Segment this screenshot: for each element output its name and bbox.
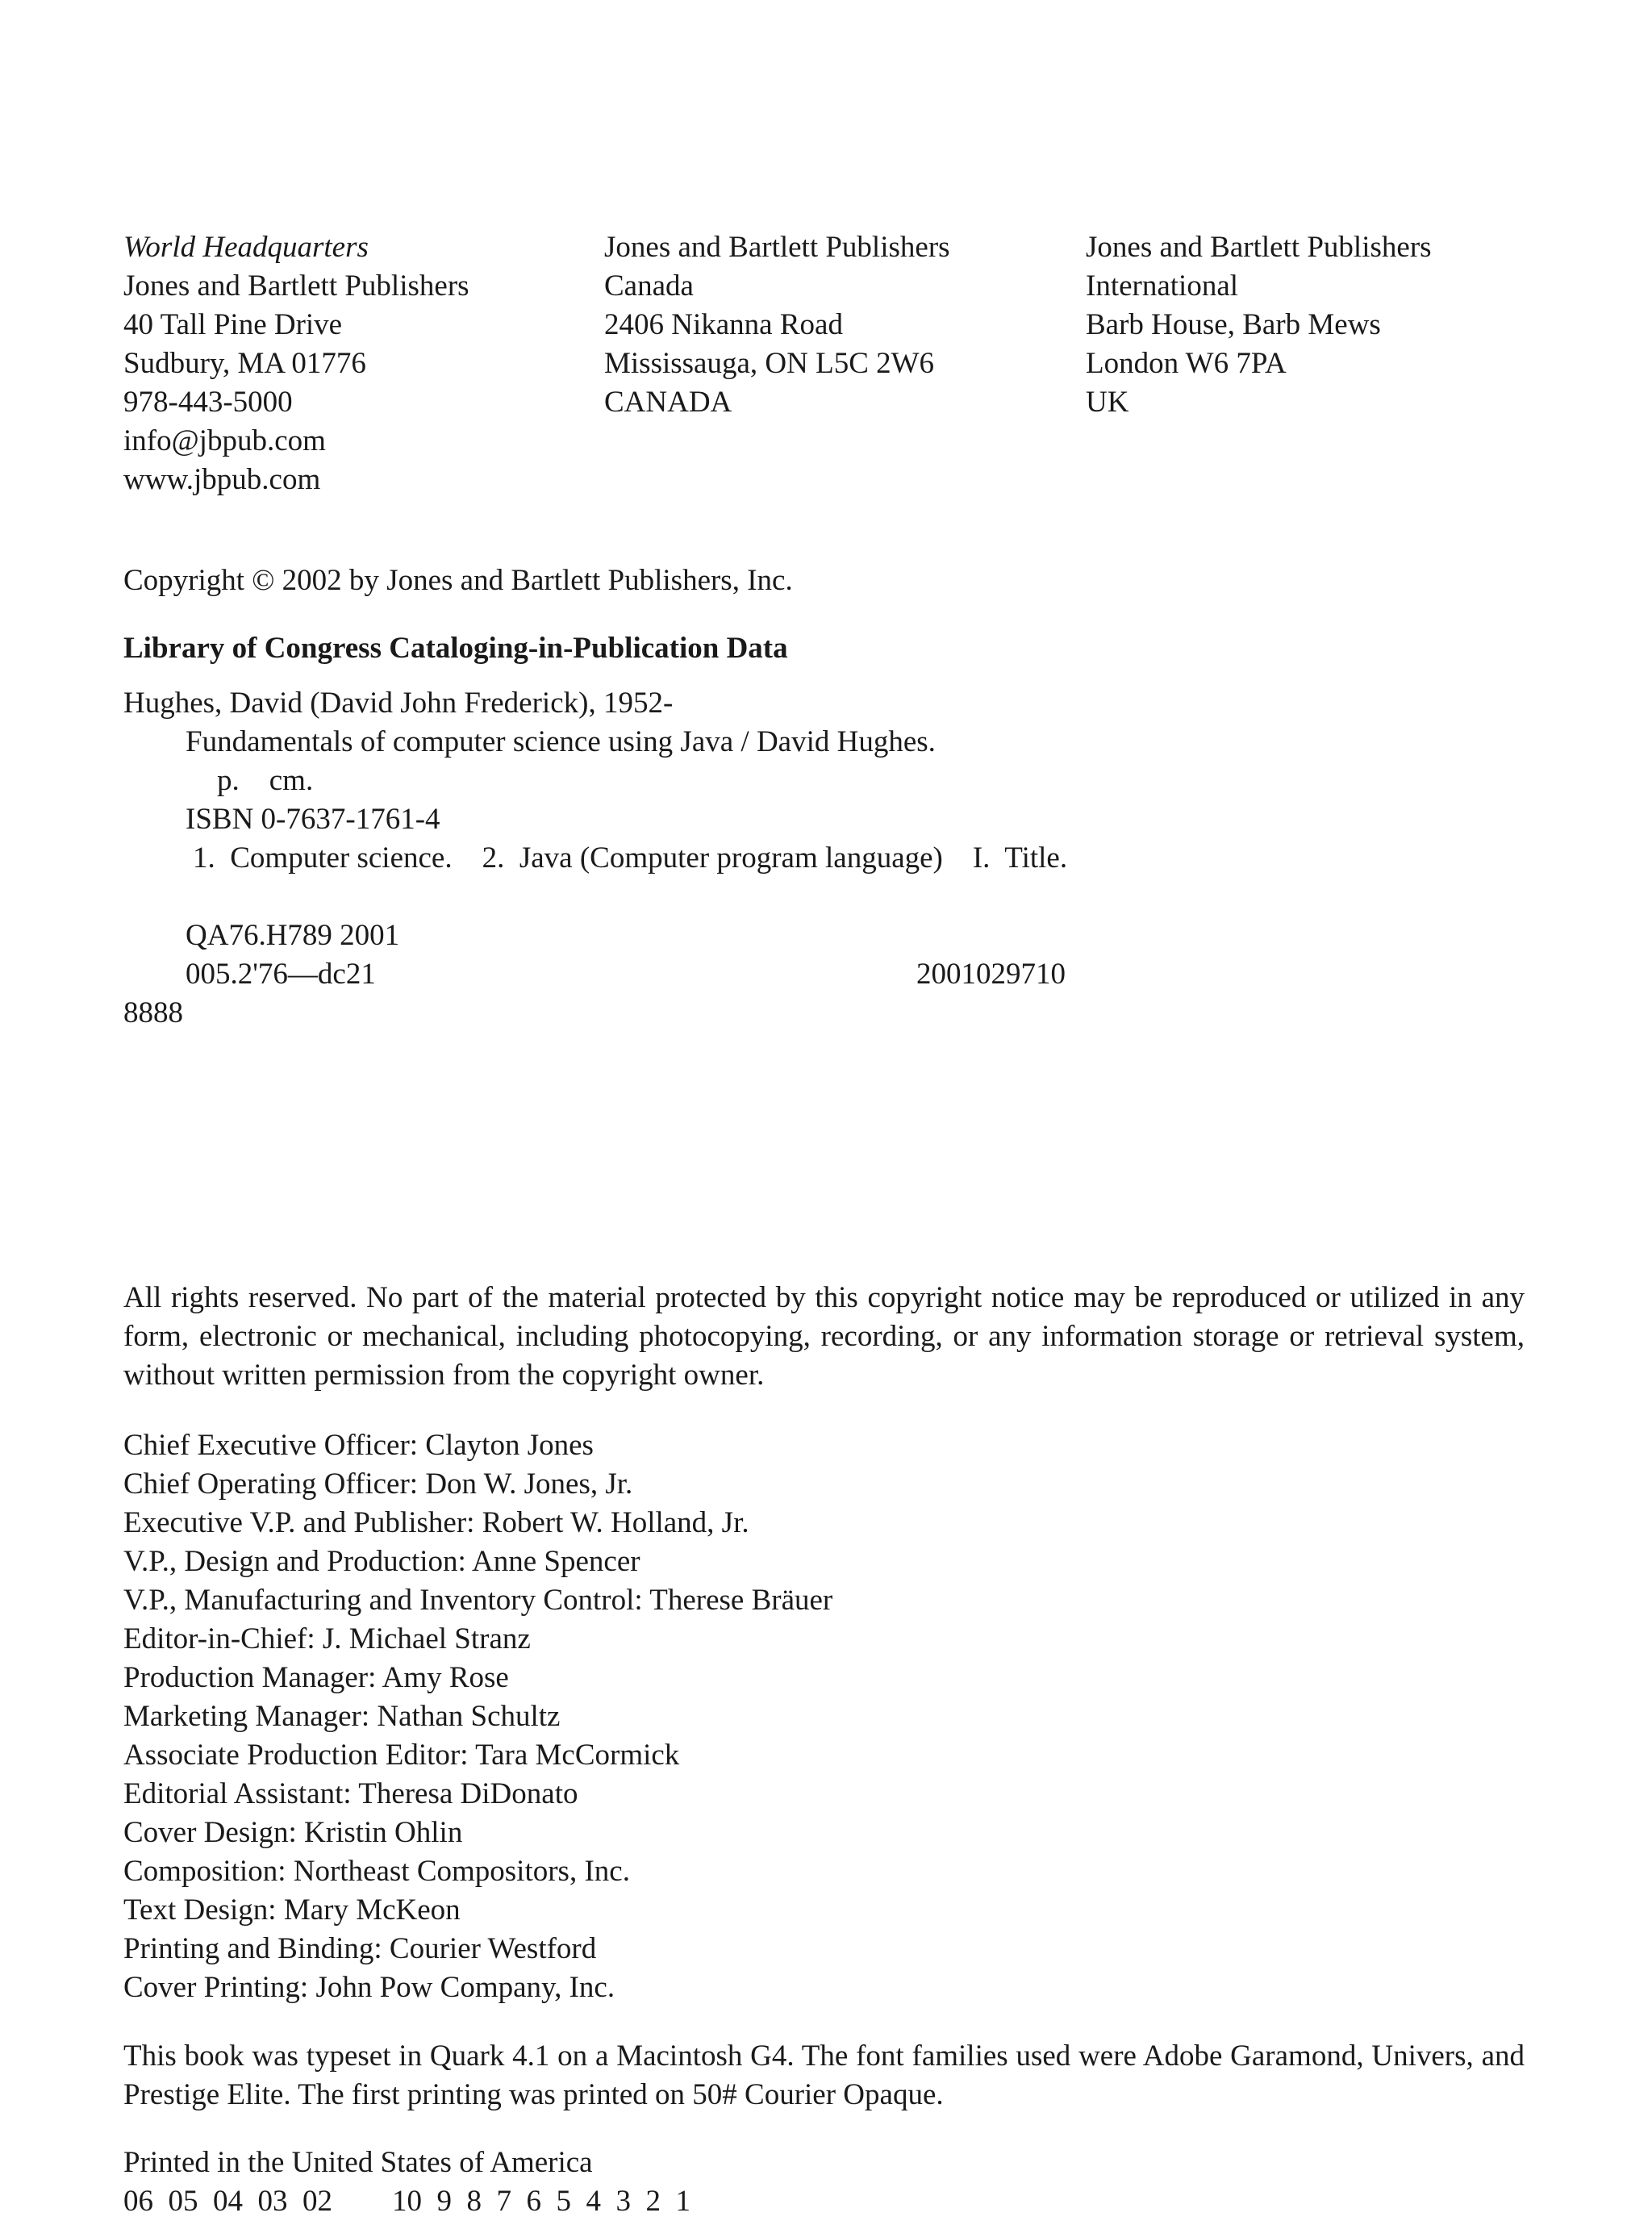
cip-dewey: 005.2'76—dc21 bbox=[186, 958, 376, 991]
address-international bbox=[1086, 228, 1432, 422]
credit-line: Chief Executive Officer: Clayton Jones bbox=[123, 1429, 594, 1462]
credit-line: Editor-in-Chief: J. Michael Stranz bbox=[123, 1622, 531, 1655]
copyright-page bbox=[123, 228, 1525, 2218]
cip-lccn: 2001029710 bbox=[916, 958, 1066, 991]
cip-data bbox=[123, 684, 1075, 1033]
hq-label: World Headquarters bbox=[123, 231, 369, 264]
print-line: 06 05 04 03 02 10 9 8 7 6 5 4 3 2 1 bbox=[123, 2185, 690, 2218]
address-line: 40 Tall Pine Drive bbox=[123, 308, 343, 341]
rights-notice: All rights reserved. No part of the material protected by this copyright notice may be reproduced or utilized in any form, electronic or mechanical, including photocopying, recording, or any information storage or retrieval system, without written permission from the copyright owner. bbox=[123, 1281, 1525, 1392]
credit-line: Text Design: Mary McKeon bbox=[123, 1893, 461, 1927]
address-line: Barb House, Barb Mews bbox=[1086, 308, 1381, 341]
cip-pages: p. cm. bbox=[217, 764, 314, 797]
typeset-note: This book was typeset in Quark 4.1 on a Macintosh G4. The font families used were Adobe Garamond, Univers, and Prestige Elite. The first printing was printed on 50# Courier Opaque. bbox=[123, 2039, 1525, 2111]
printed-country: Printed in the United States of America bbox=[123, 2146, 593, 2179]
address-hq bbox=[123, 228, 469, 499]
address-line: Sudbury, MA 01776 bbox=[123, 347, 366, 380]
address-line: Jones and Bartlett Publishers bbox=[1086, 231, 1432, 264]
address-line: Canada bbox=[604, 269, 694, 303]
credit-line: Editorial Assistant: Theresa DiDonato bbox=[123, 1777, 578, 1810]
cip-subjects: 1. Computer science. 2. Java (Computer program language) I. Title. bbox=[193, 841, 1068, 875]
credit-line: Marketing Manager: Nathan Schultz bbox=[123, 1700, 561, 1733]
address-block bbox=[123, 228, 1525, 543]
address-line: Mississauga, ON L5C 2W6 bbox=[604, 347, 935, 380]
phone-number: 978-443-5000 bbox=[123, 386, 293, 419]
copyright-notice: Copyright © 2002 by Jones and Bartlett Publishers, Inc. bbox=[123, 564, 793, 597]
credit-line: Cover Printing: John Pow Company, Inc. bbox=[123, 1971, 615, 2004]
cip-title: Fundamentals of computer science using Java / David Hughes. bbox=[186, 725, 936, 758]
cip-spacer bbox=[123, 878, 1075, 916]
address-line: Jones and Bartlett Publishers bbox=[604, 231, 950, 264]
address-line: London W6 7PA bbox=[1086, 347, 1287, 380]
credit-line: Executive V.P. and Publisher: Robert W. Holland, Jr. bbox=[123, 1506, 749, 1539]
printing-info bbox=[123, 2144, 690, 2221]
address-line: Jones and Bartlett Publishers bbox=[123, 269, 469, 303]
cip-heading: Library of Congress Cataloging-in-Publication Data bbox=[123, 632, 788, 665]
email-address: info@jbpub.com bbox=[123, 424, 326, 457]
website-url: www.jbpub.com bbox=[123, 463, 321, 496]
cip-dewey-row bbox=[123, 955, 1075, 994]
credit-line: Associate Production Editor: Tara McCormick bbox=[123, 1739, 680, 1772]
address-line: UK bbox=[1086, 386, 1129, 419]
credit-line: Chief Operating Officer: Don W. Jones, Jr. bbox=[123, 1467, 633, 1501]
cip-author: Hughes, David (David John Frederick), 1952- bbox=[123, 687, 674, 720]
cip-lc-class: QA76.H789 2001 bbox=[186, 919, 400, 952]
credit-line: Production Manager: Amy Rose bbox=[123, 1661, 509, 1694]
credit-line: V.P., Manufacturing and Inventory Control: Therese Bräuer bbox=[123, 1584, 833, 1617]
credits-list bbox=[123, 1426, 832, 2007]
address-line: International bbox=[1086, 269, 1239, 303]
address-canada bbox=[604, 228, 950, 422]
credit-line: Cover Design: Kristin Ohlin bbox=[123, 1816, 463, 1849]
cip-code: 8888 bbox=[123, 996, 183, 1029]
address-line: 2406 Nikanna Road bbox=[604, 308, 843, 341]
credit-line: V.P., Design and Production: Anne Spencer bbox=[123, 1545, 640, 1578]
address-line: CANADA bbox=[604, 386, 732, 419]
credit-line: Printing and Binding: Courier Westford bbox=[123, 1932, 597, 1965]
cip-isbn: ISBN 0-7637-1761-4 bbox=[186, 803, 440, 836]
credit-line: Composition: Northeast Compositors, Inc. bbox=[123, 1855, 630, 1888]
